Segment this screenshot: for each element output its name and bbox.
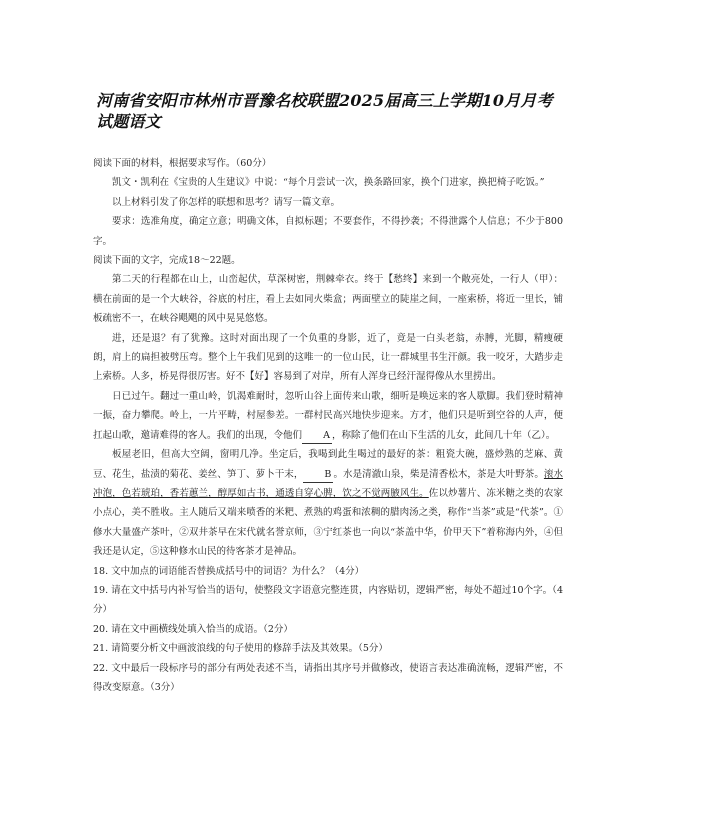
reading-paragraph-2: 进，还是退？有了犹豫。这时对面出现了一个负重的身影，近了，竟是一白头老翁，赤膊，光脚，精瘦硬朗，肩上的扁担被劈压弯。整个上午我们见到的这唯一的一位山民，让一群城里书生汗颜。我一咬牙，大踏步走上索桥。人多，桥晃得很厉害。好不【好】容易到了对岸，所有人浑身已经汗湿得像从水里捞出。 (93, 332, 563, 383)
paragraph-text: 板屋老旧，但高大空阔，窗明几净。坐定后，我喝到此生喝过的最好的茶：粗瓷大碗，盛炒熟的芝麻、黄豆、花生，盐渍的菊花、姜丝、笋丁、萝卜干末， (93, 449, 563, 480)
question-20: 20. 请在文中画横线处填入恰当的成语。（2分） (93, 623, 293, 635)
writing-prompt: 以上材料引发了你怎样的联想和思考？请写一篇文章。 (112, 196, 341, 208)
blank-a: A (302, 429, 332, 444)
question-18: 18. 文中加点的词语能否替换成括号中的词语？为什么？（4分） (93, 565, 365, 577)
paragraph-text: 佐以炒薯片、冻米糖之类的农家小点心，美不胜收。主人随后又端来喷香的米粑、煮熟的鸡蛋和浓稠的腊肉汤之类，称作“当茶”或是“代茶”。①修水大量盛产茶叶，②双井茶早在宋代就名誉京师，③宁红茶也一向以“茶盖中华，价甲天下”着称海内外，④但我还是认定，⑤这种修水山民的待客茶才是神品。 (93, 487, 563, 558)
document-body (93, 154, 563, 697)
writing-quote: 凯文・凯利在《宝贵的人生建议》中说：“每个月尝试一次，换条路回家，换个门进家，换把椅子吃饭。” (112, 177, 545, 189)
reading-instruction: 阅读下面的文字，完成18～22题。 (93, 255, 241, 267)
writing-requirements: 要求：选准角度，确定立意；明确文体，自拟标题；不要套作，不得抄袭；不得泄露个人信息；不少于800字。 (93, 216, 563, 247)
paragraph-text: 第二天的行程都在山上，山峦起伏，草深树密，荆棘牵衣。终于【愁终】来到一个敞亮处，一行人（ (112, 274, 539, 286)
question-22: 22. 文中最后一段标序号的部分有两处表述不当，请指出其序号并做修改，使语言表达准确流畅，逻辑严密，不得改变原意。（3分） (93, 662, 563, 693)
writing-instruction: 阅读下面的材料，根据要求写作。（60分） (93, 158, 272, 169)
paragraph-text: ）。 (541, 429, 556, 441)
paragraph-text: ）：横在前面的是一个大峡谷，谷底的村庄，看上去如同火柴盒；两面壁立的陡崖之间，一座索桥，将近一里长，铺板疏密不一，在峡谷飓飓的风中晃晃悠悠。 (93, 274, 563, 325)
question-21: 21. 请简要分析文中画波浪线的句子使用的修辞手法及其效果。（5分） (93, 643, 388, 655)
reading-paragraph-4 (93, 445, 563, 561)
paragraph-text: 日已过午。翻过一重山岭，饥渴难耐时，忽听山谷上面传来山歌，细听是唤远来的客人歇脚。我们登时精神一振，奋力攀爬。岭上，一片平畴，村屋参差。一群村民高兴地快步迎来。方才，他们只是听到空谷的人声，便扛起山歌，邀请难得的客人。我们的出现，令他们 (93, 390, 563, 441)
document-title: 河南省安阳市林州市晋豫名校联盟2025届高三上学期10月月考试题语文 (96, 91, 553, 131)
paragraph-text: ，称除了他们在山下生活的儿女，此间几十年（ (332, 429, 532, 441)
blank-jia: 甲 (538, 274, 549, 286)
reading-paragraph-1 (93, 270, 563, 328)
question-19: 19. 请在文中括号内补写恰当的语句，使整段文字语意完整连贯，内容贴切，逻辑严密，每处不超过10个字。（4分） (93, 584, 563, 616)
blank-b: B (303, 468, 333, 483)
blank-yi: 乙 (531, 429, 542, 441)
reading-paragraph-3 (93, 387, 563, 445)
paragraph-text: 。水是清澈山泉，柴是清香松木，茶是大叶野茶。 (333, 468, 544, 480)
underlined-sentence: 滚水冲泡，色若琥珀，香若蕙兰，醇厚如古书，通透自穿心脾，饮之不觉两腋风生。 (93, 468, 563, 499)
